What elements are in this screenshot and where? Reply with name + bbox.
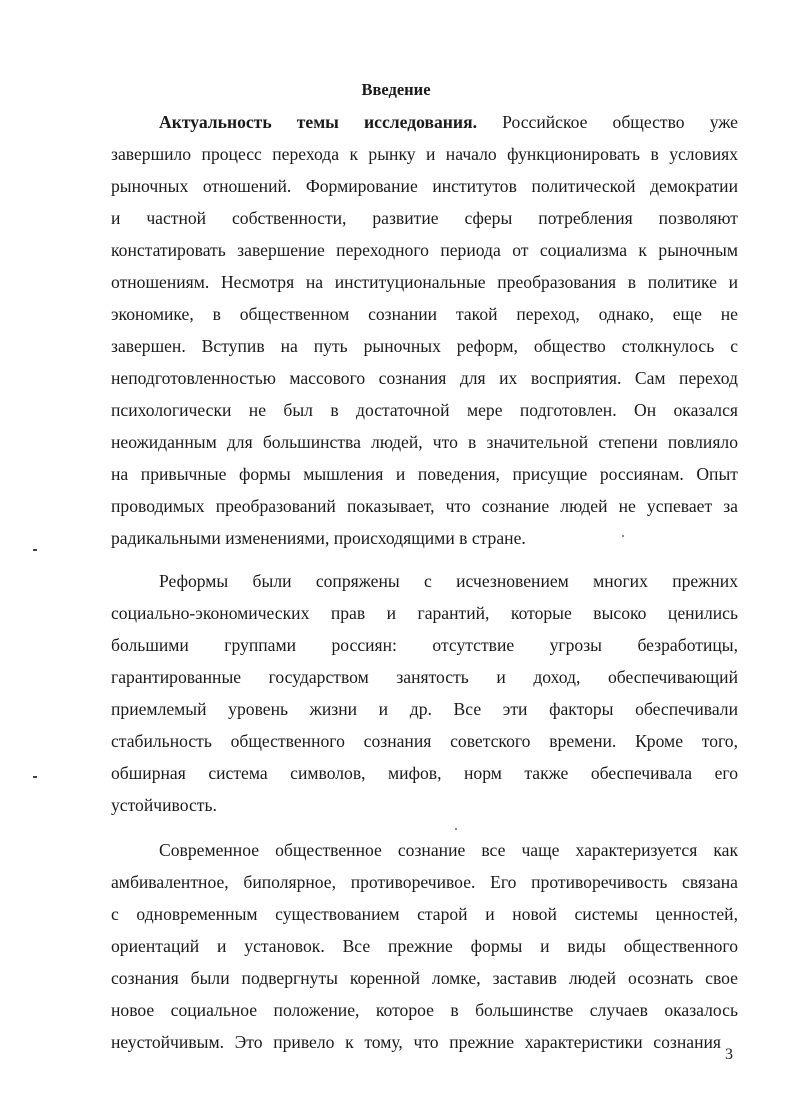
text-line: с одновременным существованием старой и новой системы ценностей, — [111, 904, 738, 924]
scan-speck — [33, 776, 37, 778]
section-heading: Введение — [361, 80, 431, 99]
text-line: новое социальное положение, которое в большинстве случаев оказалось — [111, 1000, 738, 1020]
text-line: стабильность общественного сознания советского времени. Кроме того, — [111, 731, 738, 751]
text-line: на привычные формы мышления и поведения, присущие россиянам. Опыт — [111, 464, 738, 484]
text-line: отношениям. Несмотря на институциональные преобразования в политике и — [111, 272, 738, 292]
text-line — [159, 111, 738, 133]
text-line: устойчивость. — [111, 795, 217, 815]
text-line: завершен. Вступив на путь рыночных реформ, общество столкнулось с — [111, 336, 738, 356]
text-line: большими группами россиян: отсутствие угрозы безработицы, — [111, 635, 738, 655]
text-line: приемлемый уровень жизни и др. Все эти факторы обеспечивали — [111, 699, 738, 719]
text-line: гарантированные государством занятость и доход, обеспечивающий — [111, 667, 738, 687]
text-line-rest: Российское общество уже — [477, 112, 738, 132]
text-line: сознания были подвергнуты коренной ломке, заставив людей осознать свое — [111, 968, 738, 988]
text-line: амбивалентное, биполярное, противоречивое. Его противоречивость связана — [111, 872, 738, 892]
text-line: Реформы были сопряжены с исчезновением многих прежних — [159, 571, 738, 591]
text-line: и частной собственности, развитие сферы потребления позволяют — [111, 208, 738, 228]
text-line: неожиданным для большинства людей, что в значительной степени повлияло — [111, 432, 738, 452]
text-line: экономике, в общественном сознании такой переход, однако, еще не — [111, 304, 738, 324]
scan-speck — [455, 828, 457, 830]
lead-bold-phrase: Актуальность темы исследования. — [159, 112, 477, 132]
text-line: социально-экономических прав и гарантий, которые высоко ценились — [111, 603, 738, 623]
text-line: завершило процесс перехода к рынку и начало функционировать в условиях — [111, 144, 738, 164]
scan-speck — [622, 535, 624, 537]
text-line: ориентаций и установок. Все прежние формы и виды общественного — [111, 936, 738, 956]
text-line: психологически не был в достаточной мере подготовлен. Он оказался — [111, 400, 738, 420]
scan-speck — [33, 549, 37, 551]
text-line: рыночных отношений. Формирование институтов политической демократии — [111, 176, 738, 196]
text-line: обширная система символов, мифов, норм также обеспечивала его — [111, 763, 738, 783]
text-line: радикальными изменениями, происходящими в стране. — [111, 528, 526, 548]
text-line: неподготовленностью массового сознания для их восприятия. Сам переход — [111, 368, 738, 388]
text-line: неустойчивым. Это привело к тому, что прежние характеристики сознания — [111, 1032, 721, 1052]
text-line: Современное общественное сознание все чаще характеризуется как — [159, 840, 738, 860]
page-number: 3 — [725, 1046, 733, 1063]
text-line: констатировать завершение переходного периода от социализма к рыночным — [111, 240, 738, 260]
text-line: проводимых преобразований показывает, что сознание людей не успевает за — [111, 496, 738, 516]
